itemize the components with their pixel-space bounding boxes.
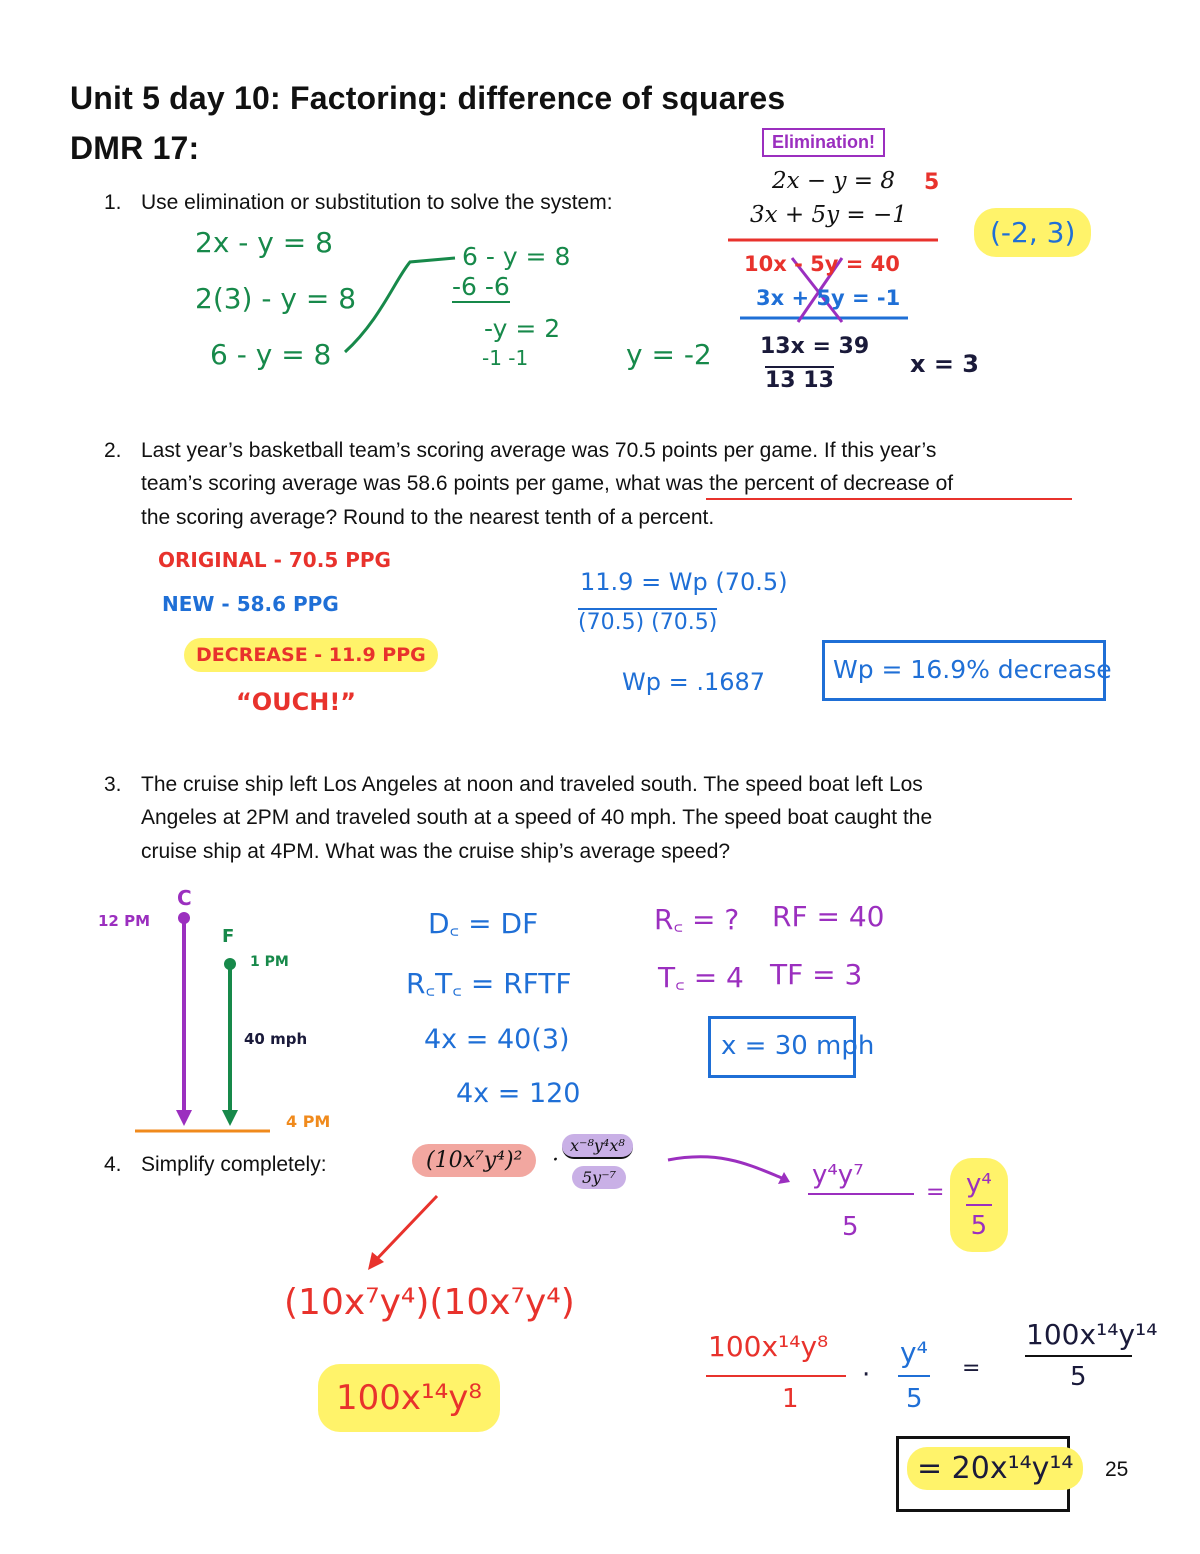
q1-text: Use elimination or substitution to solve the system: bbox=[141, 191, 613, 214]
q3-speed-label: 40 mph bbox=[244, 1030, 308, 1048]
q1-y-result: y = -2 bbox=[626, 338, 712, 371]
q4-expr-a: (10x⁷y⁴)² bbox=[412, 1144, 536, 1177]
q2-ouch: “OUCH!” bbox=[236, 688, 357, 716]
q4-expand: (10x⁷y⁴)(10x⁷y⁴) bbox=[284, 1282, 575, 1323]
q4-product: 100x¹⁴y⁸ bbox=[318, 1364, 500, 1432]
q2-eq-top: 11.9 = Wp (70.5) bbox=[580, 568, 788, 596]
q1-elim-row-2: 3x + 5y = -1 bbox=[756, 286, 901, 310]
q4-result-top: 100x¹⁴y¹⁴ bbox=[1026, 1318, 1158, 1351]
q4-frac-top: x⁻⁸y⁴x⁸ bbox=[562, 1134, 633, 1159]
c-dot bbox=[178, 912, 190, 924]
q2-original: ORIGINAL - 70.5 PPG bbox=[158, 548, 391, 572]
q1-work-mid-3: -y = 2 bbox=[484, 314, 561, 343]
c-arrowhead bbox=[176, 1110, 192, 1126]
q3-rate-f: RF = 40 bbox=[772, 900, 885, 933]
q1-x-result: x = 3 bbox=[910, 350, 979, 378]
q4-text: Simplify completely: bbox=[141, 1153, 327, 1176]
q4-right-answer bbox=[950, 1158, 1008, 1252]
q3-text-line-2: Angeles at 2PM and traveled south at a speed of 40 mph. The speed boat caught the bbox=[141, 806, 933, 829]
q1-arrow bbox=[345, 258, 455, 352]
q3-label-f: F bbox=[222, 926, 235, 947]
q4-final: = 20x¹⁴y¹⁴ bbox=[907, 1447, 1083, 1490]
q2-eq-bottom: (70.5) (70.5) bbox=[578, 610, 718, 635]
q2-wp: Wp = .1687 bbox=[622, 668, 766, 696]
q4-mult-bottom: 1 bbox=[782, 1384, 799, 1414]
q3-time-c: T꜀ = 4 bbox=[658, 961, 744, 994]
q1-elim-row-1: 10x - 5y = 40 bbox=[744, 252, 900, 276]
q1-answer: (-2, 3) bbox=[974, 208, 1091, 257]
q2-text-post: of bbox=[929, 472, 954, 495]
q3-rate-c: R꜀ = ? bbox=[654, 903, 740, 936]
q2-text-underlined: what was the percent of decrease bbox=[615, 472, 930, 495]
q3-time-4pm: 4 PM bbox=[286, 1112, 331, 1131]
q3-label-c: C bbox=[177, 886, 192, 910]
q4-right-bottom: 5 bbox=[842, 1212, 859, 1242]
q3-text-line-3: cruise ship at 4PM. What was the cruise ship’s average speed? bbox=[141, 840, 731, 863]
q2-decrease: DECREASE - 11.9 PPG bbox=[184, 638, 438, 672]
q1-elimination-label: Elimination! bbox=[762, 128, 885, 157]
q1-multiplier: 5 bbox=[924, 170, 940, 195]
q2-text-line-2 bbox=[141, 467, 1141, 501]
q2-new: NEW - 58.6 PPG bbox=[162, 592, 339, 616]
q2-number: 2. bbox=[104, 439, 122, 462]
q3-text-line-1: The cruise ship left Los Angeles at noon and traveled south. The speed boat left Los bbox=[141, 773, 923, 796]
q4-mult2-top: y⁴ bbox=[900, 1336, 928, 1369]
q2-text-pre: team’s scoring average was 58.6 points per game, bbox=[141, 472, 616, 495]
q3-answer-box: x = 30 mph bbox=[708, 1016, 856, 1078]
q4-red-arrow bbox=[374, 1196, 437, 1262]
q4-right-eq: = bbox=[926, 1180, 945, 1205]
q4-mult2-bottom: 5 bbox=[906, 1384, 923, 1414]
q4-right-ans-top: y⁴ bbox=[966, 1164, 992, 1206]
q4-frac-bottom: 5y⁻⁷ bbox=[572, 1166, 626, 1189]
q1-elim-row-4: 13 13 bbox=[765, 368, 834, 393]
q3-eq-2: R꜀T꜀ = RFTF bbox=[406, 967, 572, 1000]
q1-work-mid-2: -6 -6 bbox=[452, 272, 510, 301]
q4-result-bottom: 5 bbox=[1070, 1362, 1087, 1392]
q1-eq2: 3x + 5y = −1 bbox=[750, 202, 907, 228]
q3-eq-3: 4x = 40(3) bbox=[424, 1024, 570, 1055]
q3-eq-1: D꜀ = DF bbox=[428, 907, 539, 940]
q1-number: 1. bbox=[104, 191, 122, 214]
q1-elim-row-3: 13x = 39 bbox=[760, 334, 870, 359]
q4-mult-eq: = bbox=[962, 1356, 981, 1381]
q3-time-12pm: 12 PM bbox=[98, 912, 151, 930]
q3-time-1pm: 1 PM bbox=[250, 954, 289, 970]
q3-eq-4: 4x = 120 bbox=[456, 1078, 581, 1109]
q2-answer-box: Wp = 16.9% decrease bbox=[822, 640, 1106, 701]
q2-text-line-3: the scoring average? Round to the nearest tenth of a percent. bbox=[141, 506, 715, 529]
q4-mult-dot: · bbox=[862, 1360, 871, 1390]
q4-final-box bbox=[896, 1436, 1074, 1512]
q4-mult-top: 100x¹⁴y⁸ bbox=[708, 1330, 829, 1363]
q1-work-left-2: 2(3) - y = 8 bbox=[195, 282, 357, 315]
q1-work-left-3: 6 - y = 8 bbox=[210, 338, 332, 371]
page-title: Unit 5 day 10: Factoring: difference of squares bbox=[70, 80, 786, 116]
page-subtitle: DMR 17: bbox=[70, 130, 200, 166]
page-number: 25 bbox=[1105, 1458, 1129, 1481]
q1-work-left-1: 2x - y = 8 bbox=[195, 226, 333, 259]
q3-number: 3. bbox=[104, 773, 122, 796]
f-arrowhead bbox=[222, 1110, 238, 1126]
q3-time-f: TF = 3 bbox=[770, 958, 863, 991]
q4-number: 4. bbox=[104, 1153, 122, 1176]
q1-work-mid-4: -1 -1 bbox=[482, 346, 529, 370]
q2-text-line-1: Last year’s basketball team’s scoring average was 70.5 points per game. If this year’s bbox=[141, 439, 937, 462]
q4-right-ans-bottom: 5 bbox=[970, 1211, 988, 1241]
q1-work-mid-1: 6 - y = 8 bbox=[462, 242, 571, 271]
f-dot bbox=[224, 958, 236, 970]
q1-eq1: 2x − y = 8 bbox=[772, 168, 896, 194]
q4-dot: · bbox=[552, 1148, 559, 1173]
q4-right-top: y⁴y⁷ bbox=[812, 1160, 864, 1190]
